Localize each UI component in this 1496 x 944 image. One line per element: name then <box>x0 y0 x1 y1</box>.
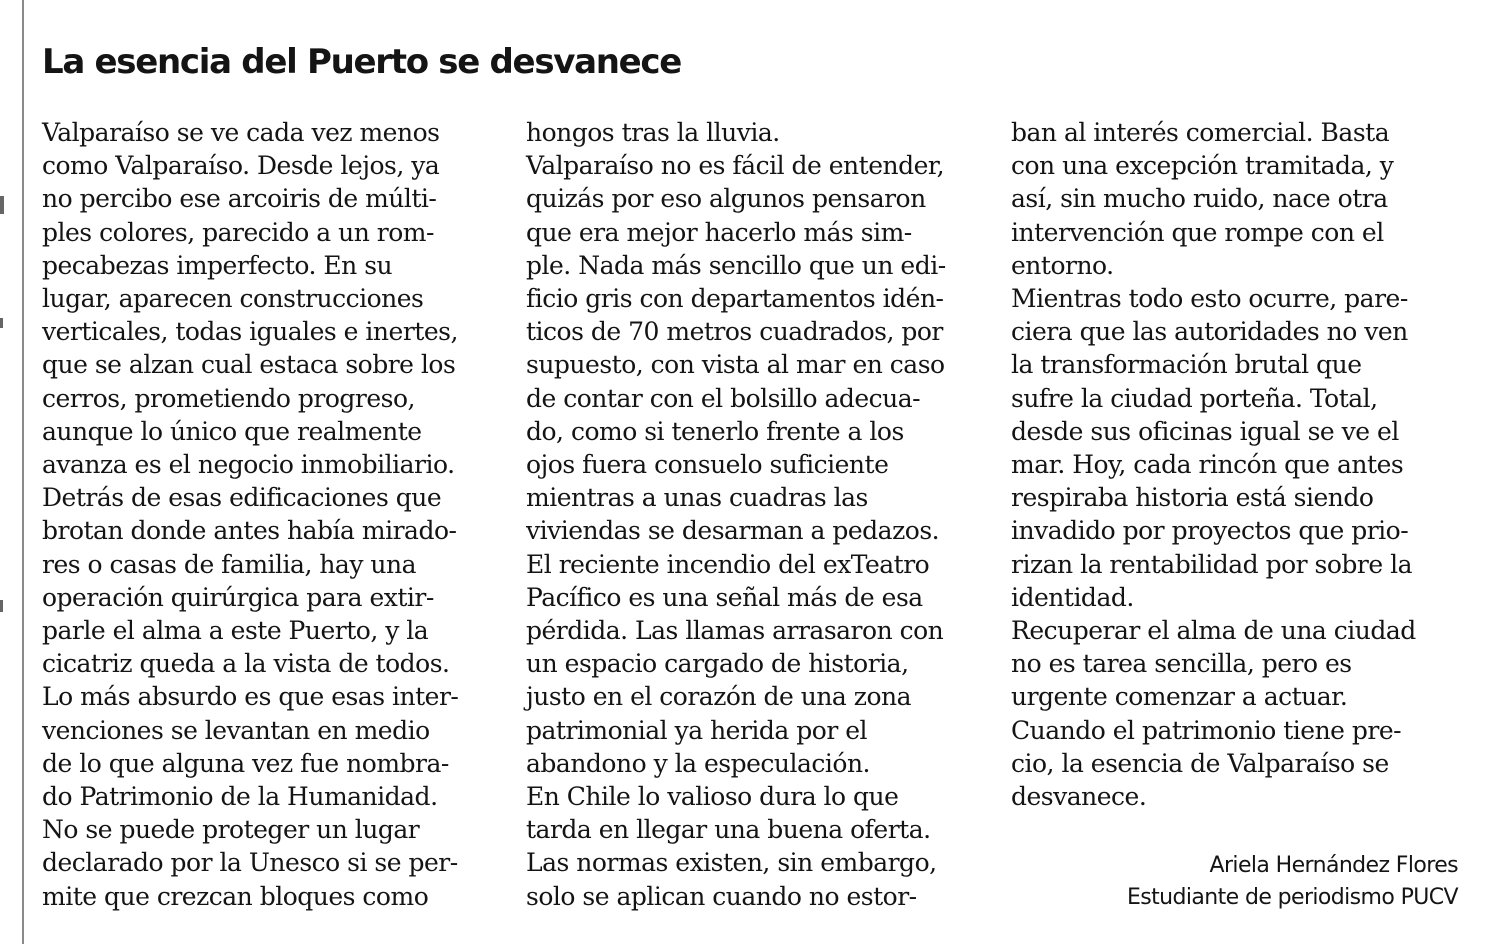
text-line: ples colores, parecido a un rom- <box>42 217 434 247</box>
article-column-2 <box>526 116 966 913</box>
text-line: hongos tras la lluvia. <box>526 118 780 147</box>
text-line: pérdida. Las llamas arrasaron con <box>526 616 944 646</box>
text-line: así, sin mucho ruido, nace otra <box>1011 184 1388 214</box>
text-line: do, como si tenerlo frente a los <box>526 416 904 446</box>
text-line: tarda en llegar una buena oferta. <box>526 815 931 845</box>
text-line: mite que crezcan bloques como <box>42 881 429 911</box>
text-line: do Patrimonio de la Humanidad. <box>42 782 438 812</box>
text-line: desvanece. <box>1011 782 1147 812</box>
text-line: sufre la ciudad porteña. Total, <box>1011 383 1378 413</box>
text-line: mar. Hoy, cada rincón que antes <box>1011 450 1404 480</box>
text-line: parle el alma a este Puerto, y la <box>42 616 429 646</box>
text-line: Mientras todo esto ocurre, pare- <box>1011 284 1408 314</box>
text-line: mientras a unas cuadras las <box>526 483 868 513</box>
text-line: lugar, aparecen construcciones <box>42 284 424 314</box>
text-line: verticales, todas iguales e inertes, <box>42 317 458 347</box>
text-line: viviendas se desarman a pedazos. <box>526 516 940 546</box>
text-line: con una excepción tramitada, y <box>1011 151 1394 181</box>
text-line: ficio gris con departamentos idén- <box>526 284 944 314</box>
article-column-3 <box>1011 116 1451 813</box>
text-line: cicatriz queda a la vista de todos. <box>42 649 450 679</box>
text-line: intervención que rompe con el <box>1011 217 1384 247</box>
text-line: entorno. <box>1011 250 1114 280</box>
text-line: urgente comenzar a actuar. <box>1011 682 1348 712</box>
text-line: Detrás de esas edificaciones que <box>42 483 442 513</box>
text-line: Cuando el patrimonio tiene pre- <box>1011 715 1402 745</box>
article-byline <box>1127 850 1458 914</box>
text-line: Pacífico es una señal más de esa <box>526 582 923 612</box>
text-line: rizan la rentabilidad por sobre la <box>1011 549 1412 579</box>
text-line: ciera que las autoridades no ven <box>1011 317 1408 347</box>
text-line: respiraba historia está siendo <box>1011 483 1374 513</box>
text-line: Valparaíso se ve cada vez menos <box>42 118 440 147</box>
text-line: Las normas existen, sin embargo, <box>526 848 937 878</box>
text-line: no percibo ese arcoiris de múlti- <box>42 184 437 214</box>
text-line: supuesto, con vista al mar en caso <box>526 350 945 380</box>
text-line: la transformación brutal que <box>1011 350 1362 380</box>
text-line: cerros, prometiendo progreso, <box>42 383 415 413</box>
text-line: de lo que alguna vez fue nombra- <box>42 748 449 778</box>
text-line: invadido por proyectos que prio- <box>1011 516 1409 546</box>
text-line: aunque lo único que realmente <box>42 416 422 446</box>
text-line: identidad. <box>1011 582 1134 612</box>
text-line: quizás por eso algunos pensaron <box>526 184 926 214</box>
text-line: declarado por la Unesco si se per- <box>42 848 458 878</box>
text-line: ban al interés comercial. Basta <box>1011 118 1390 147</box>
text-line: patrimonial ya herida por el <box>526 715 868 745</box>
text-line: Recuperar el alma de una ciudad <box>1011 616 1416 646</box>
text-line: En Chile lo valioso dura lo que <box>526 782 899 812</box>
text-line: El reciente incendio del exTeatro <box>526 549 930 579</box>
text-line: pecabezas imperfecto. En su <box>42 250 393 280</box>
page-edge-mark <box>0 600 3 612</box>
text-line: venciones se levantan en medio <box>42 715 430 745</box>
text-line: avanza es el negocio inmobiliario. <box>42 450 455 480</box>
article-column-1 <box>42 116 482 913</box>
column-divider-rule <box>22 0 24 944</box>
text-line: ticos de 70 metros cuadrados, por <box>526 317 943 347</box>
text-line: justo en el corazón de una zona <box>526 682 912 712</box>
text-line: No se puede proteger un lugar <box>42 815 420 845</box>
text-line: brotan donde antes había mirado- <box>42 516 457 546</box>
author-name: Ariela Hernández Flores <box>1209 853 1458 878</box>
page-edge-mark <box>0 196 4 214</box>
text-line: no es tarea sencilla, pero es <box>1011 649 1352 679</box>
text-line: cio, la esencia de Valparaíso se <box>1011 748 1389 778</box>
text-line: Valparaíso no es fácil de entender, <box>526 151 945 181</box>
text-line: de contar con el bolsillo adecua- <box>526 383 921 413</box>
text-line: res o casas de familia, hay una <box>42 549 417 579</box>
article-headline: La esencia del Puerto se desvanece <box>42 42 682 82</box>
text-line: solo se aplican cuando no estor- <box>526 881 917 911</box>
text-line: ple. Nada más sencillo que un edi- <box>526 250 946 280</box>
text-line: que se alzan cual estaca sobre los <box>42 350 456 380</box>
author-role: Estudiante de periodismo PUCV <box>1126 885 1458 910</box>
text-line: que era mejor hacerlo más sim- <box>526 217 912 247</box>
page-edge-mark <box>0 318 3 328</box>
text-line: desde sus oficinas igual se ve el <box>1011 416 1399 446</box>
text-line: ojos fuera consuelo suficiente <box>526 450 889 480</box>
text-line: un espacio cargado de historia, <box>526 649 909 679</box>
text-line: Lo más absurdo es que esas inter- <box>42 682 459 712</box>
text-line: abandono y la especulación. <box>526 748 871 778</box>
text-line: operación quirúrgica para extir- <box>42 582 434 612</box>
text-line: como Valparaíso. Desde lejos, ya <box>42 151 440 181</box>
